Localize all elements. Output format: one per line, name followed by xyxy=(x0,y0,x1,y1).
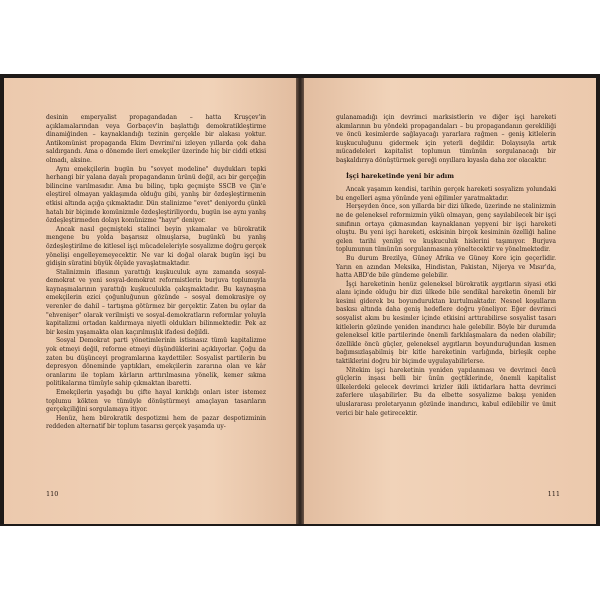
book-spine xyxy=(296,78,304,524)
paragraph: Aynı emekçilerin bugün bu "sovyet modeline" duydukları tepki herhangi bir yalana dayalı propagandanın ürünü değil, acı bir gerçeğin bilincine varılmasıdır. Ama bu bilinç, tıpkı geçmişte SSCB ve Çin'e eleştirel olmayan yaklaşımda olduğu gibi, yanlış bir özdeşleştirmenin etkisi altında açığa çıkmaktadır. Dün stalinizme "evet" deniyordu çünkü hatalı bir biçimde komünizmle özdeşleştiriliyordu, bugün ise aynı yanlış özdeşleştirmeden dolayı komünizme "hayır" deniyor. xyxy=(46,165,266,225)
paragraph: Emekçilerin yaşadığı bu çifte hayal kırıklığı onları ister istemez toplumu kökten ve tümüyle dönüştürmeyi amaçlayan tasarıların gerçekçiliğini sorgulamaya itiyor. xyxy=(46,389,266,414)
paragraph: Bu durum Brezilya, Güney Afrika ve Güney Kore için geçerlidir. Yarın en azından Meksika, Hindistan, Pakistan, Nijerya ve Mısır'da, hatta ABD'de bile gündeme gelebilir. xyxy=(336,254,556,280)
page-number-right: 111 xyxy=(547,490,560,498)
paragraph: Sosyal Demokrat parti yönetimlerinin istisnasız tümü kapitalizme yok etmeyi değil, reforme etmeyi düşündüklerini açıklıyorlar. Çoğu da zaten bu düşünceyi programlarına kaydettiler. Sosyalist partilerin bu depresyon döneminde yaptıkları, emekçilerin zararına olan ve kâr oranlarını ile toplam kârların arttırılmasına yönelik, kemer sıkma politikalarına tümüyle sahip çıkmaktan ibaretti. xyxy=(46,337,266,388)
section-heading: İşçi hareketinde yeni bir adım xyxy=(346,171,454,180)
paragraph: Ancak nasıl geçmişteki stalinci beyin yıkamalar ve bürokratik mengene bu yolda başarısız olmuşlarsa, bugünkü bu yanlış özdeşleştirilme de kitlesel işçi mücadeleleriyle sosyalizme doğru gerçek yönelişi engelleyemeyecektir. Ne var ki doğal olarak bugün işçi bu gidişin süratini büyük ölçüde yavaşlatmaktadır. xyxy=(46,225,266,268)
right-page xyxy=(304,78,596,524)
paragraph: İşçi hareketinin henüz geleneksel bürokratik aygıtların siyasi etki alanı içinde olduğu bir dizi ülkede bile sendikal hareketin önemli bir kesimi giderek bu boyunduruktan kurtulmaktadır. Nesnel koşulların baskısı altında daha geniş hedeflere doğru yöneliyor. Eğer devrimci sosyalist akım bu kesimler içinde etkisini arttırabilirse sosyalist tasarı kitlelerin gözünde yeniden inandırıcı hale gelebilir. Böyle bir durumda geleneksel kitle partilerinde önemli farklılaşmalara da neden olabilir; özellikle öncü güçler, geleneksel aygıtların boyunduruğundan kısmen bağımsızlaşabilmiş bir kitle hareketinin varlığında, birleşik cephe taktiklerini doğru bir biçimde uygulayabilirlerse. xyxy=(336,280,556,366)
left-page xyxy=(4,78,296,524)
open-book xyxy=(0,74,600,526)
paragraph: Herşeyden önce, son yıllarda bir dizi ülkede, üzerinde ne stalinizmin ne de geleneksel reformizmin yükü olmayan, genç sayılabilecek bir işçi sınıfının ortaya çıkmasından kaynaklanan yepyeni bir işçi hareketi oluştu. Bu yeni işçi hareketi, eskisinin birçok kesiminin özelliği haline gelen tarihi yenilgi ve kuşkuculuk hislerini taşımıyor. Burjuva toplumunun tümünün sorgulanmasına yöneltecektir ve yönelmektedir. xyxy=(336,203,556,254)
right-page-text xyxy=(336,114,556,418)
paragraph: Ancak yaşamın kendisi, tarihin gerçek hareketi sosyalizm yolundaki bu engelleri aşma yönünde yeni eğilimler yaratmaktadır. xyxy=(336,186,556,202)
page-number-left: 110 xyxy=(46,490,59,498)
paragraph: Nitekim işçi hareketinin yeniden yapılanması ve devrimci öncü güçlerin inşası belli bir ünün geçtiklerinde, önemli kapitalist ülkelerdeki gelecek devrimci krizler ikili iktidarlara hatta devrimci zaferlere ulaşabilirler. Bu da elbette sosyalizme bakışı yeniden uluslararası proletaryanın gözünde inandırıcı, kabul edilebilir ve ümit verici bir hale getirecektir. xyxy=(336,366,556,417)
paragraph: desinin emperyalist propagandadan – hatta Kruşçev'in açıklamalarından veya Gorbaçev'in başlattığı demokratikleştirme dinamiğinden – kaynaklandığı tezinin gerçekle bir alakası yoktur. Antikomünist propaganda Ekim Devrimi'ni izleyen yıllarda çok daha saldırgandı. Ama o dönemde ileri emekçiler üzerinde hiç bir ciddi etkisi olmadı, aksine. xyxy=(46,114,266,164)
paragraph: gulanamadığı için devrimci marksistlerin ve diğer işçi hareketi akımlarının bu yöndeki propagandaları – bu propagandanın gerekliliği ve öncü kesimlerde sağlayacağı yararlara rağmen – geniş kitlelerin kuşkuculuğunu gidermek için yeterli değildir. Dolayısıyla artık mücadeleleri kapitalist toplumun tümünün sorgulanacağı bir başkaldırıya dönüştürmek gereği onyıllara kıyasla daha zor olacaktır. xyxy=(336,114,556,164)
paragraph: Stalinizmin iflasının yarattığı kuşkuculuk aynı zamanda sosyal-demokrat ve yeni sosyal-demokrat reformistlerin burjuva toplumuyla kaynaşmalarının yarattığı kuşkuculukla çakışmaktadır. Bu kaynaşma emekçilerin ezici çoğunluğunun gözünde – sosyal demokrasiye oy verenler de dahil – tartışma götürmez bir gerçektir. Zaten bu oylar da "ehvenişer" olarak verilmişti ve sosyal-demokratların reformlar yoluyla kapitalizmi ortadan kaldırmaya niyetli oldukları bilinmektedir. Pek az bir kesim yaşamakta olan kaçırılmışlık ifadesi değildi. xyxy=(46,268,266,336)
left-page-text xyxy=(46,114,266,432)
paragraph: Henüz, hem bürokratik despotizmi hem de pazar despotizminin reddeden alternatif bir toplum tasarısı gerçek yaşamda uy- xyxy=(46,414,266,431)
